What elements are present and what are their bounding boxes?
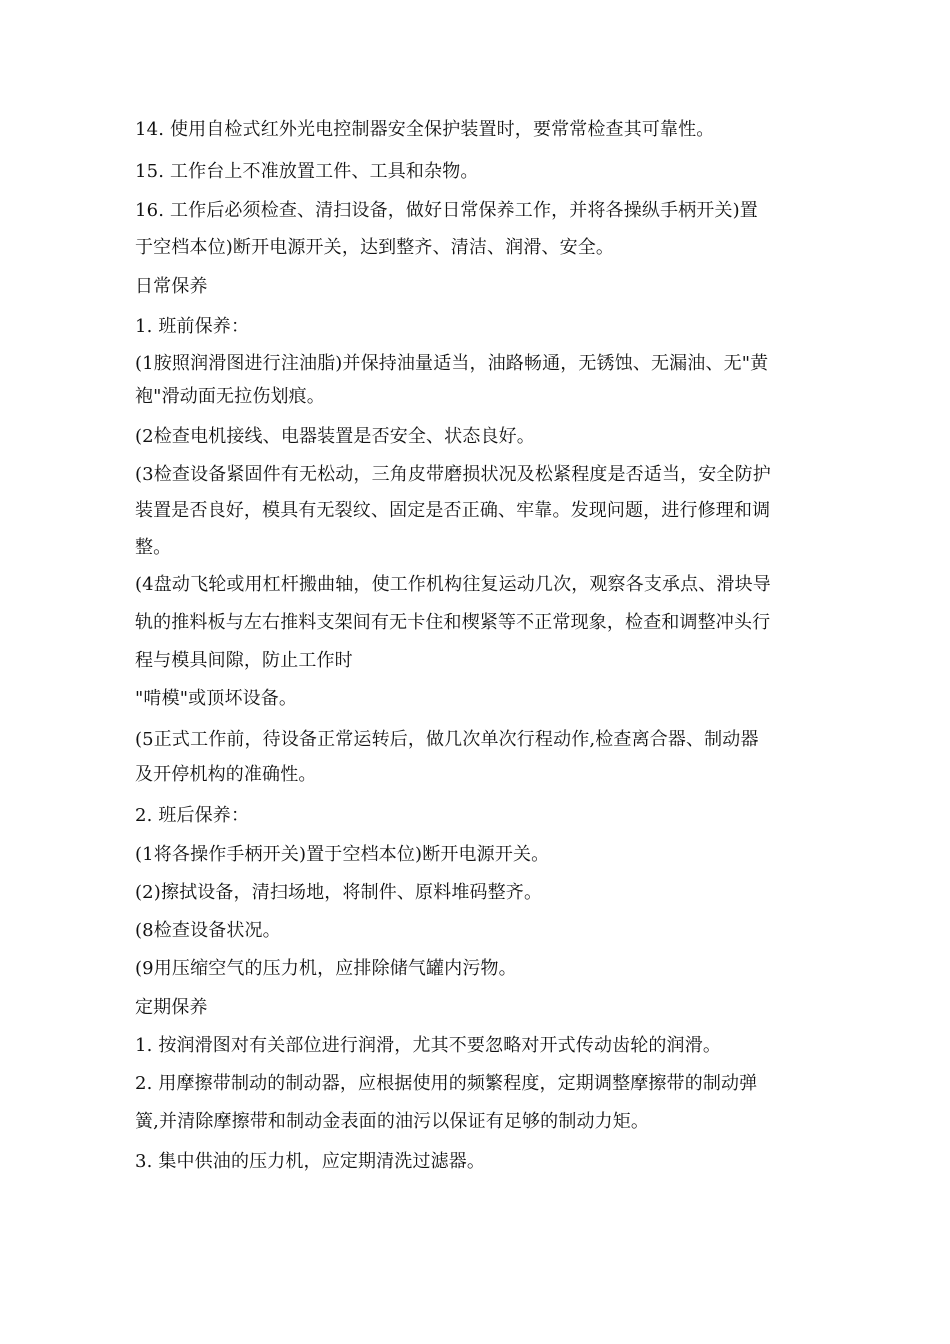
text-line-pre-5-continued: 及开停机构的准确性。 bbox=[135, 764, 317, 785]
text-line-pre-3-continued-b: 整。 bbox=[135, 537, 172, 558]
text-line-pre-3: (3检查设备紧固件有无松动，三角皮带磨损状况及松紧程度是否适当，安全防护 bbox=[135, 464, 771, 485]
section-heading-periodic-maintenance: 定期保养 bbox=[135, 997, 208, 1018]
text-line-periodic-2: 2. 用摩擦带制动的制动器，应根据使用的频繁程度，定期调整摩擦带的制动弹 bbox=[135, 1073, 758, 1094]
text-line-post-8: (8检查设备状况。 bbox=[135, 920, 281, 941]
section-heading-daily-maintenance: 日常保养 bbox=[135, 276, 208, 297]
text-line-16-after-work: 16. 工作后必须检查、清扫设备，做好日常保养工作，并将各操纵手柄开关)置 bbox=[135, 200, 758, 221]
subheading-pre-shift: 1. 班前保养： bbox=[135, 316, 250, 337]
text-line-pre-4-continued-a: 轨的推料板与左右推料支架间有无卡住和楔紧等不正常现象，检查和调整冲头行 bbox=[135, 612, 771, 633]
text-line-pre-2: (2检查电机接线、电器装置是否安全、状态良好。 bbox=[135, 426, 535, 447]
text-line-periodic-3: 3. 集中供油的压力机，应定期清洗过滤器。 bbox=[135, 1151, 486, 1172]
text-line-pre-1-continued: 袍"滑动面无拉伤划痕。 bbox=[135, 386, 325, 407]
text-line-14-safety-device: 14. 使用自检式红外光电控制器安全保护装置时，要常常检查其可靠性。 bbox=[135, 119, 715, 140]
text-line-16-continued: 于空档本位)断开电源开关，达到整齐、清洁、润滑、安全。 bbox=[135, 237, 615, 258]
text-line-pre-1: (1胺照润滑图进行注油脂)并保持油量适当，油路畅通，无锈蚀、无漏油、无"黄 bbox=[135, 353, 769, 374]
text-line-pre-3-continued-a: 装置是否良好，模具有无裂纹、固定是否正确、牢靠。发现问题，进行修理和调 bbox=[135, 500, 771, 521]
text-line-periodic-2-continued: 簧,并清除摩擦带和制动金表面的油污以保证有足够的制动力矩。 bbox=[135, 1111, 650, 1132]
text-line-15-worktable: 15. 工作台上不准放置工件、工具和杂物。 bbox=[135, 161, 479, 182]
subheading-post-shift: 2. 班后保养： bbox=[135, 805, 250, 826]
text-line-pre-4-continued-b: 程与模具间隙，防止工作时 bbox=[135, 650, 353, 671]
text-line-pre-4: (4盘动飞轮或用杠杆搬曲轴，使工作机构往复运动几次，观察各支承点、滑块导 bbox=[135, 574, 771, 595]
text-line-pre-4-continued-c: "啃模"或顶坏设备。 bbox=[135, 688, 298, 709]
text-line-post-1: (1将各操作手柄开关)置于空档本位)断开电源开关。 bbox=[135, 844, 550, 865]
text-line-periodic-1: 1. 按润滑图对有关部位进行润滑，尤其不要忽略对开式传动齿轮的润滑。 bbox=[135, 1035, 721, 1056]
text-line-post-2: (2)擦拭设备，清扫场地，将制件、原料堆码整齐。 bbox=[135, 882, 543, 903]
text-line-post-9: (9用压缩空气的压力机，应排除储气罐内污物。 bbox=[135, 958, 517, 979]
text-line-pre-5: (5正式工作前，待设备正常运转后，做几次单次行程动作,检查离合器、制动器 bbox=[135, 729, 759, 750]
